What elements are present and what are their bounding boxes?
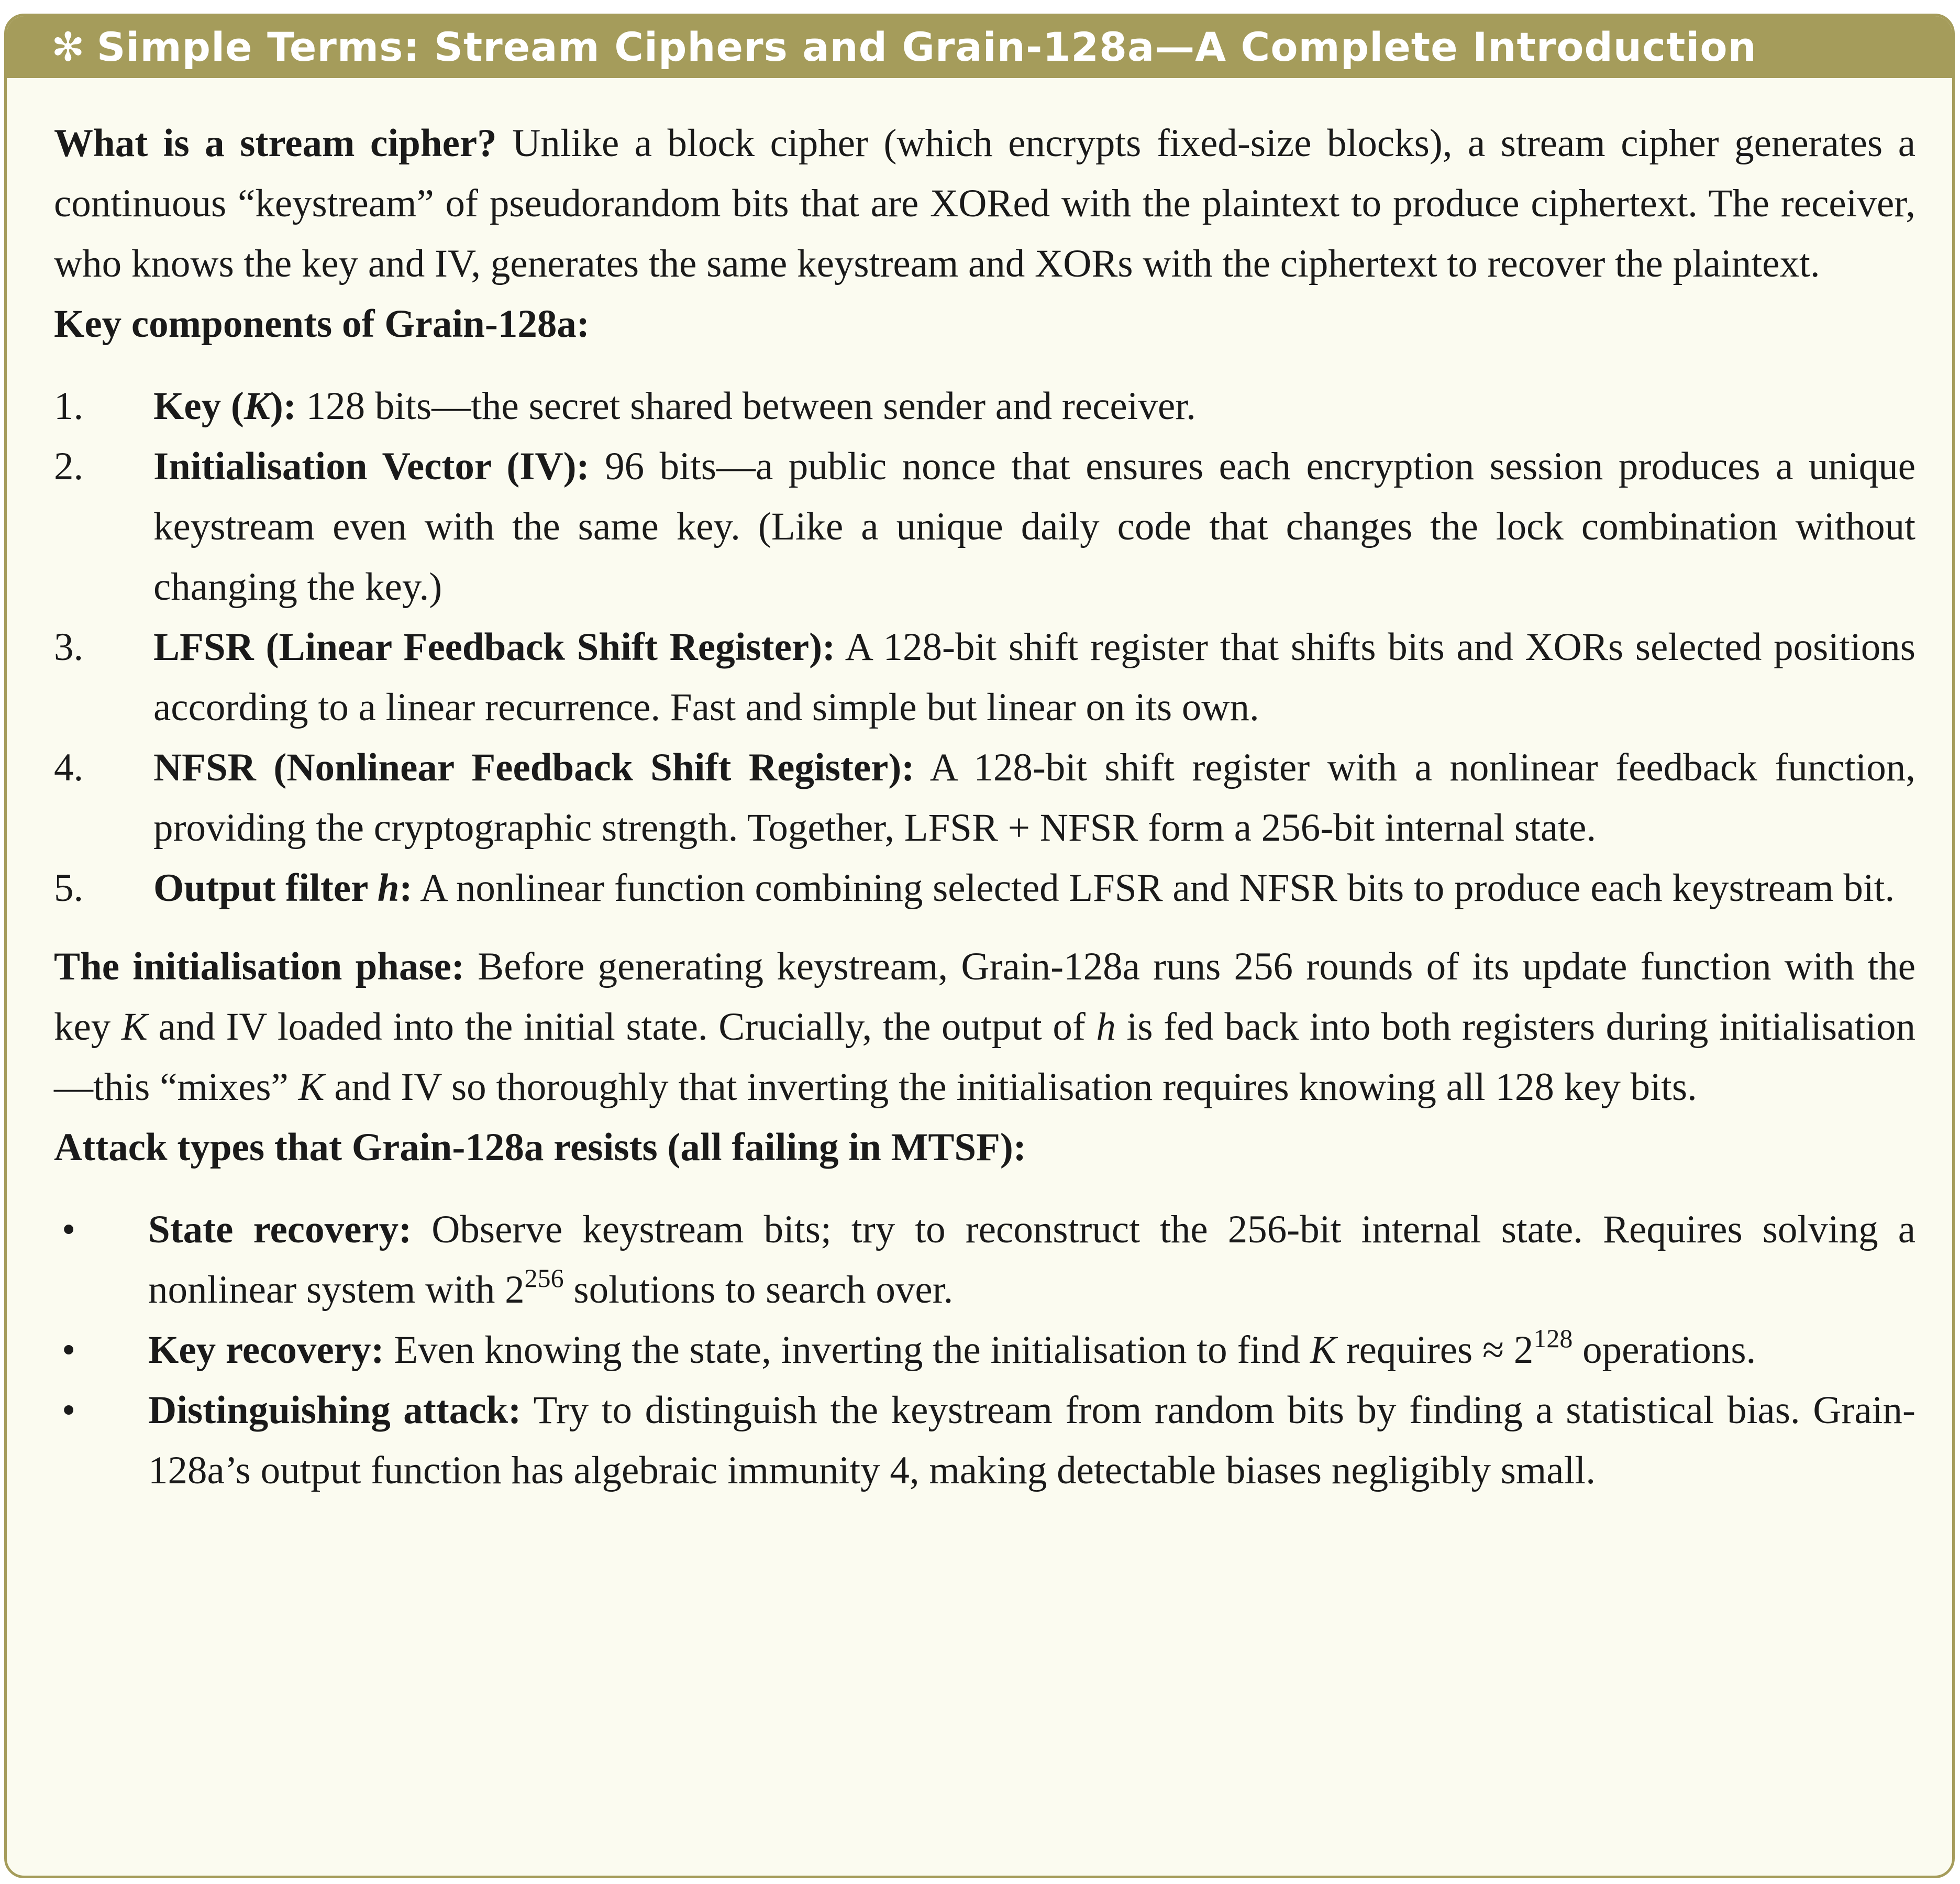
item-label: State recovery: <box>148 1208 412 1251</box>
item-text: 96 bits—a public nonce that ensures each encryption session produces a unique keystream even with the same key. (Like a unique daily code that changes the lock combination without changing the key.) <box>153 445 1916 609</box>
simple-terms-box <box>4 14 1955 1878</box>
item-text: A 128-bit shift register with a nonlinear feedback function, providing the cryptographic strength. Together, LFSR + NFSR form a 256-bit internal state. <box>153 746 1916 850</box>
box-title: Simple Terms: Stream Ciphers and Grain-128a—A Complete Introduction <box>96 24 1757 70</box>
item-label: Distinguishing attack: <box>148 1389 522 1432</box>
box-header <box>7 16 1952 78</box>
item-label: Output filter h: <box>153 866 413 910</box>
intro-paragraph <box>54 113 1915 294</box>
item-text: A 128-bit shift register that shifts bits and XORs selected positions according to a linear recurrence. Fast and simple but linear on its own. <box>153 625 1915 729</box>
list-item: • State recovery: Observe keystream bits; try to reconstruct the 256-bit internal state. Requires solving a nonlinear system with $2^{256}$ solutions to search over. <box>54 1199 1915 1320</box>
item-label: NFSR (Nonlinear Feedback Shift Register): <box>153 746 915 789</box>
bullet-icon: • <box>62 1208 76 1251</box>
item-number: 4. <box>54 746 84 789</box>
components-heading: Key components of Grain-128a: <box>54 302 590 346</box>
bullet-icon: • <box>62 1328 76 1372</box>
item-text: A nonlinear function combining selected LFSR and NFSR bits to produce each keystream bit. <box>412 866 1895 910</box>
asterisk-icon: ✻ <box>51 24 85 70</box>
attacks-heading: Attack types that Grain-128a resists (all failing in MTSF): <box>54 1126 1026 1169</box>
item-label: Key (K): <box>153 384 296 428</box>
item-label: LFSR (Linear Feedback Shift Register): <box>153 625 836 669</box>
list-item <box>54 858 1915 918</box>
item-number: 2. <box>54 445 84 488</box>
list-item: • Distinguishing attack: Try to distinguish the keystream from random bits by finding a statistical bias. Grain-128a’s output function has algebraic immunity 4, making detectable biases negligibly small. <box>54 1380 1915 1501</box>
intro-text: Unlike a block cipher (which encrypts fixed-size blocks), a stream cipher generates a continuous “keystream” of pseudorandom bits that are XORed with the plaintext to produce ciphertext. The receiver, who knows the key and IV, generates the same keystream and XORs with the ciphertext to recover the plaintext. <box>54 122 1916 285</box>
list-item <box>54 617 1915 737</box>
list-item <box>54 737 1915 858</box>
init-label: The initialisation phase: <box>54 945 464 988</box>
item-text: 128 bits—the secret shared between sender and receiver. <box>296 384 1196 428</box>
box-content <box>54 113 1915 1501</box>
item-number: 5. <box>54 866 84 910</box>
components-list <box>54 376 1915 918</box>
item-number: 1. <box>54 384 84 428</box>
list-item <box>54 436 1915 617</box>
item-number: 3. <box>54 625 84 669</box>
bullet-icon: • <box>62 1389 76 1432</box>
item-label: Key recovery: <box>148 1328 384 1372</box>
list-item <box>54 376 1915 436</box>
list-item: • Key recovery: Even knowing the state, inverting the initialisation to find K requires ≈ $2^{128}$ operations. <box>54 1320 1915 1380</box>
initialisation-paragraph: The initialisation phase: Before generating keystream, Grain-128a runs 256 rounds of its update function with the key K and IV loaded into the initial state. Crucially, the output of h is fed back into both registers during initialisation—this “mixes” K and IV so thoroughly that inverting the initialisation requires knowing all 128 key bits. <box>54 945 1916 1109</box>
item-label: Initialisation Vector (IV): <box>153 445 590 488</box>
intro-label: What is a stream cipher? <box>54 122 497 165</box>
attacks-list <box>54 1199 1915 1501</box>
